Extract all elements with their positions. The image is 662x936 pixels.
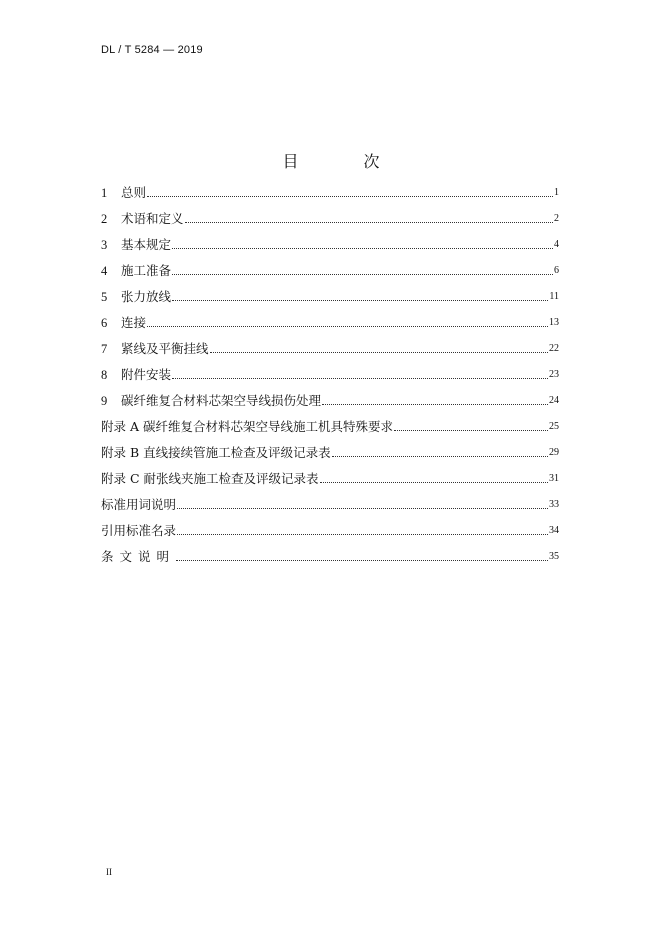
toc-entry-appendix-a[interactable]: [101, 408, 559, 434]
toc-entry-page: 13: [549, 317, 559, 328]
toc-entry-label: 紧线及平衡挂线: [121, 341, 209, 356]
toc-entry-page: 25: [549, 421, 559, 432]
toc-entry-label: 施工准备: [121, 263, 172, 278]
toc-entry-label: 张力放线: [121, 289, 172, 304]
toc-entry-page: 22: [549, 343, 559, 354]
document-code: DL / T 5284 — 2019: [101, 44, 203, 56]
dot-leader: [147, 196, 553, 197]
toc-entry-number: 2: [101, 212, 108, 226]
toc-entry[interactable]: [101, 252, 559, 278]
toc-entry-number: 8: [101, 368, 108, 382]
toc-entry-appendix-b[interactable]: [101, 434, 559, 460]
toc-entry-number: 4: [101, 264, 108, 278]
toc-entry-page: 29: [549, 447, 559, 458]
dot-leader: [320, 482, 548, 483]
toc-entry-page: 34: [549, 525, 559, 536]
dot-leader: [185, 222, 553, 223]
toc-entry-number: 9: [101, 394, 108, 408]
toc-entry[interactable]: [101, 278, 559, 304]
toc-entry-page: 6: [554, 265, 559, 276]
toc-entry-number: 5: [101, 290, 108, 304]
toc-entry[interactable]: [101, 174, 559, 200]
toc-entry-page: 1: [554, 187, 559, 198]
dot-leader: [322, 404, 548, 405]
toc-entry-number: 6: [101, 316, 108, 330]
dot-leader: [332, 456, 548, 457]
dot-leader: [172, 378, 548, 379]
table-of-contents: [101, 174, 559, 564]
toc-entry[interactable]: [101, 382, 559, 408]
toc-entry-references[interactable]: [101, 512, 559, 538]
toc-entry-label: 碳纤维复合材料芯架空导线损伤处理: [121, 393, 322, 408]
toc-entry-label: 附录 C 耐张线夹施工检查及评级记录表: [101, 471, 319, 486]
toc-entry-page: 31: [549, 473, 559, 484]
toc-entry-page: 24: [549, 395, 559, 406]
toc-entry-label: 附件安装: [121, 367, 172, 382]
toc-entry[interactable]: [101, 200, 559, 226]
toc-entry-label: 标准用词说明: [101, 497, 177, 512]
dot-leader: [210, 352, 548, 353]
dot-leader: [177, 508, 548, 509]
toc-entry[interactable]: [101, 226, 559, 252]
dot-leader: [177, 534, 548, 535]
toc-entry[interactable]: [101, 304, 559, 330]
toc-entry[interactable]: [101, 330, 559, 356]
page-number: II: [106, 867, 112, 877]
toc-entry-label: 术语和定义: [121, 211, 184, 226]
toc-entry-label: 附录 B 直线接续管施工检查及评级记录表: [101, 445, 331, 460]
toc-entry-number: 3: [101, 238, 108, 252]
toc-entry-label: 基本规定: [121, 237, 172, 252]
dot-leader: [172, 248, 553, 249]
dot-leader: [172, 300, 548, 301]
toc-entry-page: 2: [554, 213, 559, 224]
toc-entry-label: 引用标准名录: [101, 523, 177, 538]
toc-entry-label: 总则: [121, 185, 147, 200]
toc-entry[interactable]: [101, 356, 559, 382]
toc-entry-explanation[interactable]: [101, 538, 559, 564]
toc-entry-page: 23: [549, 369, 559, 380]
toc-entry-appendix-c[interactable]: [101, 460, 559, 486]
toc-entry-label: 附录 A 碳纤维复合材料芯架空导线施工机具特殊要求: [101, 419, 393, 434]
toc-entry-page: 11: [549, 291, 559, 302]
dot-leader: [172, 274, 553, 275]
dot-leader: [176, 560, 548, 561]
toc-title: 目 次: [282, 152, 410, 171]
toc-entry-number: 7: [101, 342, 108, 356]
toc-entry-page: 35: [549, 551, 559, 562]
toc-entry-label: 条文说明: [101, 549, 176, 564]
toc-entry-number: 1: [101, 186, 108, 200]
dot-leader: [147, 326, 548, 327]
toc-entry-label: 连接: [121, 315, 147, 330]
toc-entry-page: 33: [549, 499, 559, 510]
dot-leader: [394, 430, 548, 431]
toc-entry-page: 4: [554, 239, 559, 250]
toc-entry-terms[interactable]: [101, 486, 559, 512]
